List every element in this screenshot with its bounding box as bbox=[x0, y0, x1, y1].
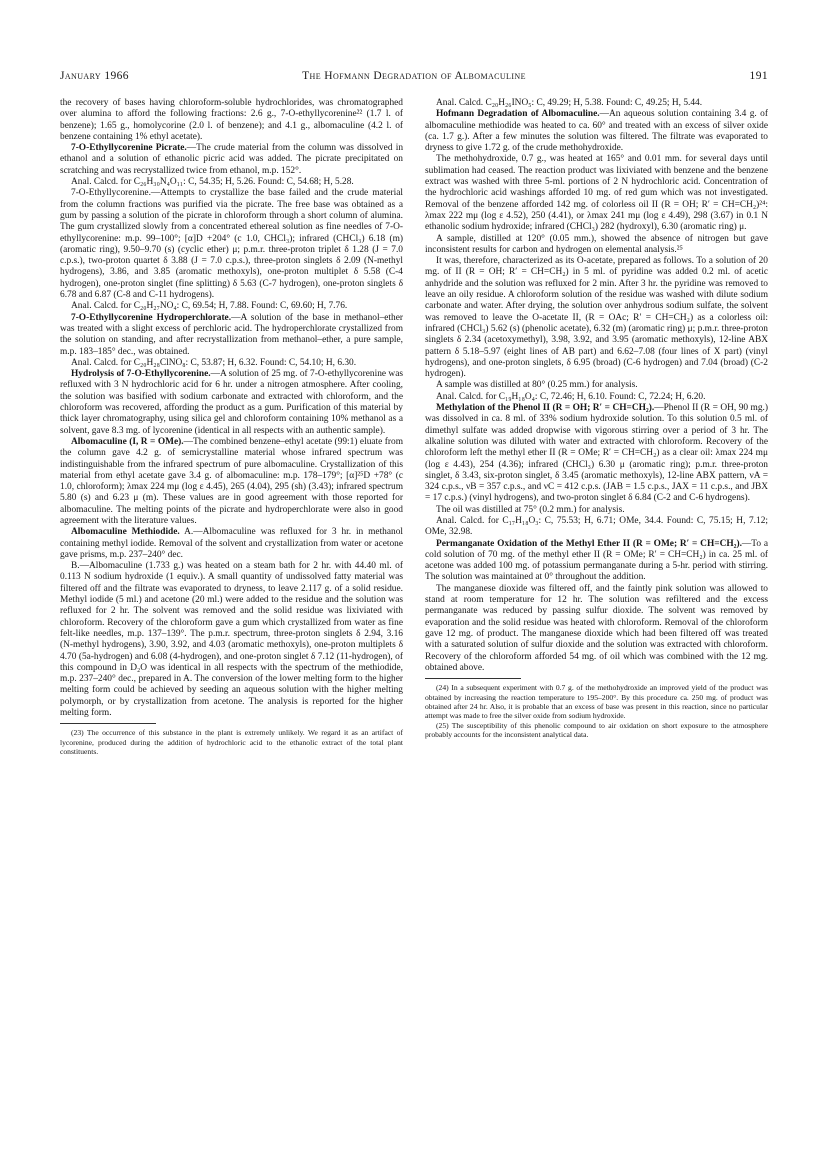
paragraph-text: B.—Albomaculine (1.733 g.) was heated on a steam bath for 2 hr. with 44.40 ml. of 0.113 N sodium hydroxide (1 equiv.). A small quantity of undissolved fatty material was filtered off and the filtrate was evaporated to dryness, to leave 2.117 g. of a solid residue. Methyl iodide (5 ml.) and acetone (20 ml.) were added to the residue and the solution was refluxed for 2 hr. The solvent was removed and the solid residue was lixiviated with chloroform. Recovery of the chloroform gave a gum which crystallized from water as fine felt-like needles, m.p. 137–139°. The p.m.r. spectrum, three-proton singlets δ 2.94, 3.16 (N-methyl hydrogens), 3.90, 3.92, and 4.03 (aromatic methoxyls), one-proton multiplets δ 4.70 (5a-hydrogen) and 6.08 (4-hydrogen), and one-proton singlet δ 7.12 (11-hydrogen), of this compound in D₂O was identical in all respects with the spectrum of the methiodide, m.p. 237–240° dec., prepared in A. The conversion of the lower melting form to the higher melting form could be achieved by seeding an aqueous solution with the higher melting polymorph, or by crystallization from acetone. The analysis is reported for the higher melting form. bbox=[60, 561, 403, 719]
paragraph-text: The oil was distilled at 75° (0.2 mm.) for analysis. bbox=[436, 504, 625, 515]
paragraph bbox=[425, 234, 768, 257]
section-heading: Methylation of the Phenol II (R = OH; R′ = CH=CH₂). bbox=[436, 403, 655, 414]
paragraph-text: —A solution of 25 mg. of 7-O-ethyllycorenine was refluxed with 3 N hydrochloric acid for 6 hr. under a nitrogen atmosphere. After cooling, the solution was basified with sodium carbonate and extracted with chloroform, and the chloroform was recovered, affording the product as a gum. Purification of this material by thick layer chromatography, using silica gel and chloroform containing 10% methanol as a solvent, gave 8.3 mg. of lycorenine (identical in all respects with an authentic sample). bbox=[60, 369, 404, 436]
paragraph bbox=[425, 256, 768, 380]
paragraph-text: A.—Albomaculine was refluxed for 3 hr. in methanol containing methyl iodide. Removal of the solvent and crystallization from water or acetone gave prisms, m.p. 237–240° dec. bbox=[60, 527, 403, 560]
paragraph-text: A sample was distilled at 80° (0.25 mm.) for analysis. bbox=[436, 380, 638, 391]
section-heading: 7-O-Ethyllycorenine Hydroperchlorate. bbox=[71, 312, 232, 323]
paragraph-text: —A solution of the base in methanol–ether was treated with a slight excess of perchloric acid. The hydroperchlorate crystallized from the solution on standing, and after recrystallization from methanol–ether, a pure sample, m.p. 183–185° dec., was obtained. bbox=[60, 312, 403, 357]
left-column bbox=[60, 98, 403, 757]
paragraph bbox=[425, 392, 768, 403]
paragraph-text: Anal. Calcd. for C₁₉H₁₈O₄: C, 72.46; H, 6.10. Found: C, 72.24; H, 6.20. bbox=[436, 391, 706, 402]
paragraph-text: —Phenol II (R = OH, 90 mg.) was dissolved in ca. 8 ml. of 33% sodium hydroxide solution. To this solution 0.5 ml. of dimethyl sulfate was added dropwise with vigorous stirring over a period of 3 hr. The alkaline solution was diluted with water and extracted with chloroform. Recovery of the chloroform left the methyl ether II (R = OMe; R′ = CH=CH₂) as a clear oil: λmax 224 mμ (log ε 4.43), 254 (4.36); infrared (CHCl₃) 6.30 μ (aromatic ring); p.m.r. three-proton singlet, δ 3.43, six-proton singlet, δ 3.45 (aromatic methoxyls), 12-line ABX pattern, νA = 324 c.p.s., νB = 357 c.p.s., and νC = 412 c.p.s. (JAB = 1.5 c.p.s., JAX = 11 c.p.s., and JBX = 17 c.p.s.) (vinyl hydrogens), and two-proton singlet δ 6.84 (C-2 and C-6 hydrogens). bbox=[425, 403, 768, 504]
paragraph bbox=[60, 301, 403, 312]
footnote-text: (25) The susceptibility of this phenolic compound to air oxidation on short exposure to the atmosphere probably accounts for the inconsistent analytical data. bbox=[425, 720, 768, 740]
paragraph-text: —The crude material from the column was dissolved in ethanol and a solution of ethanolic picric acid was added. The picrate precipitated on scratching and was recrystallized twice from ethanol, m.p. 152°. bbox=[60, 143, 404, 176]
paragraph bbox=[425, 516, 768, 539]
paragraph bbox=[425, 505, 768, 516]
paragraph bbox=[60, 177, 403, 188]
paragraph bbox=[60, 98, 403, 143]
right-column bbox=[425, 98, 768, 740]
footnote-rule bbox=[60, 723, 156, 724]
section-heading: Albomaculine Methiodide. bbox=[71, 527, 180, 538]
paragraph bbox=[425, 403, 768, 505]
paragraph bbox=[425, 154, 768, 233]
section-heading: Hofmann Degradation of Albomaculine. bbox=[436, 109, 600, 120]
paragraph bbox=[60, 561, 403, 719]
paragraph-text: 7-O-Ethyllycorenine.—Attempts to crystallize the base failed and the crude material from the column fractions was purified via the picrate. The free base was obtained as a gum by passing a solution of the picrate in chloroform through a short column of alumina. The gum crystallized slowly from a concentrated ethereal solution as fine needles of 7-O-ethyllycorenine: m.p. 99–100°; [α]D +204° (c 1.0, CHCl₃); infrared (CHCl₃) 6.18 (m) (aromatic ring), 9.50–9.70 (s) (cyclic ether) μ; p.m.r. three-proton triplet δ 1.28 (J = 7.0 c.p.s.), two-proton quartet δ 3.88 (J = 7.0 c.p.s.), three-proton singlets δ 2.09 (N-methyl hydrogens), 3.86, and 3.85 (aromatic methoxyls), one-proton multiplet δ 5.58 (C-4 hydrogen), one-proton singlet (fine splitting) δ 5.63 (C-7 hydrogen), one-proton singlets δ 6.78 and 6.87 (C-8 and C-11 hydrogens). bbox=[60, 188, 403, 301]
paragraph-text: It was, therefore, characterized as its O-acetate, prepared as follows. To a solution of 20 mg. of II (R = OH; R′ = CH=CH₂) in 5 ml. of pyridine was added 0.2 ml. of acetic anhydride and the solution was refluxed for 2 min. After 3 hr. the pyridine was removed to leave an oily residue. A chloroform solution of the residue was washed with dilute sodium carbonate and water. After drying, the solution over anhydrous sodium sulfate, the solvent was removed to leave the O-acetate II, (R = OAc; R′ = CH=CH₂) as a colorless oil: infrared (CHCl₃) 5.62 (s) (phenolic acetate), 6.32 (m) (aromatic ring) μ; p.m.r. three-proton singlets δ 2.34 (acetoxymethyl), 3.98, 3.92, and 3.95 (aromatic methoxyls), 12-line ABX pattern δ 5.18–5.97 (eight lines of AB part) and 6.62–7.08 (four lines of X part) (vinyl hydrogens), and one-proton singlets, δ 6.95 (broad) (C-6 hydrogen) and 7.04 (broad) (C-2 hydrogen). bbox=[425, 256, 768, 380]
paragraph bbox=[60, 437, 403, 527]
paragraph-text: Anal. Calcd. for C₂₀H₂₈ClNO₈: C, 53.87; H, 6.32. Found: C, 54.10; H, 6.30. bbox=[71, 357, 357, 368]
paragraph-text: The methohydroxide, 0.7 g., was heated at 165° and 0.01 mm. for several days until sublimation had ceased. The reaction product was lixiviated with benzene and the benzene extract was washed with three 5-ml. portions of 2 N hydrochloric acid. Concentration of the hydrochloric acid washings afforded 10 mg. of red gum which was not investigated. Removal of the benzene afforded 142 mg. of colorless oil II (R = OH; R′ = CH=CH₂)²⁴: λmax 222 mμ (log ε 4.52), 250 (4.41), or λmax 241 mμ (log ε 4.49), 298 (3.67) in 0.1 N ethanolic sodium hydroxide; infrared (CHCl₃) 282 (hydroxyl), 6.30 (aromatic ring) μ. bbox=[425, 154, 768, 233]
running-header bbox=[60, 70, 768, 86]
paragraph bbox=[60, 369, 403, 437]
paragraph-text: —To a cold solution of 70 mg. of the methyl ether II (R = OMe; R′ = CH=CH₂) in ca. 25 ml. of acetone was added 100 mg. of potassium permanganate during a 5-hr. period with stirring. The solution was maintained at 0° throughout the addition. bbox=[425, 538, 768, 583]
footnote-text: (24) In a subsequent experiment with 0.7 g. of the methohydroxide an improved yield of the product was obtained by increasing the reaction temperature to 195–200°. By this procedure ca. 250 mg. of product was obtained after 24 hr. Also, it is probable that an excess of base was present in this reaction, since no particular attempt was made to free the silver oxide from sodium hydroxide. bbox=[425, 683, 768, 721]
paragraph bbox=[425, 109, 768, 154]
footnote bbox=[425, 721, 768, 740]
footnote bbox=[60, 728, 403, 756]
section-heading: Albomaculine (I, R = OMe). bbox=[71, 436, 184, 447]
page-number: 191 bbox=[749, 70, 768, 82]
paragraph bbox=[425, 539, 768, 584]
paragraph bbox=[60, 143, 403, 177]
paragraph-text: A sample, distilled at 120° (0.05 mm.), showed the absence of nitrogen but gave inconsistent results for carbon and hydrogen on elemental analysis.²⁵ bbox=[425, 233, 768, 255]
paragraph bbox=[60, 313, 403, 358]
paragraph-text: Anal. Calcd. for C₂₆H₃₀N₄O₁₁: C, 54.35; H, 5.26. Found: C, 54.68; H, 5.28. bbox=[71, 177, 354, 188]
paragraph bbox=[425, 98, 768, 109]
footnote-rule bbox=[425, 678, 521, 679]
paragraph bbox=[425, 584, 768, 674]
paragraph bbox=[60, 188, 403, 301]
header-title: The Hofmann Degradation of Albomaculine bbox=[302, 70, 526, 82]
section-heading: 7-O-Ethyllycorenine Picrate. bbox=[71, 143, 187, 154]
paragraph-text: Anal. Calcd. for C₁₇H₁₈O₃: C, 75.53; H, 6.71; OMe, 34.4. Found: C, 75.15; H, 7.12; OMe, 32.98. bbox=[425, 515, 768, 538]
paragraph-text: The manganese dioxide was filtered off, and the faintly pink solution was allowed to stand at room temperature for 12 hr. The solution was refiltered and the excess permanganate was reduced by passing sulfur dioxide. The solvent was removed by evaporation and the solid residue was heated with chloroform. Removal of the chloroform gave 12 mg. of product. The manganese dioxide which had been filtered off was treated with a saturated solution of sulfur dioxide and the solution was extracted with chloroform. Recovery of the chloroform afforded 54 mg. of oil which was combined with the 12 mg. obtained above. bbox=[425, 583, 768, 673]
paragraph-text: —The combined benzene–ethyl acetate (99:1) eluate from the column gave 4.2 g. of semicrystalline material whose infrared spectrum was indistinguishable from the infrared spectrum of pure albomaculine. Crystallization of this material from ethyl acetate gave 3.4 g. of albomaculine: m.p. 178–179°; [α]²⁵D +78° (c 1.0, chloroform); λmax 224 mμ (log ε 4.45), 265 (4.04), 295 (sh) (3.43); infrared spectrum 5.80 (s) and 6.23 μ (m). These values are in good agreement with those reported for albomaculine. The melting points of the picrate and hydroperchlorate were also in good agreement with the literature values. bbox=[60, 436, 404, 526]
paragraph bbox=[60, 527, 403, 561]
paragraph-text: the recovery of bases having chloroform-soluble hydrochlorides, was chromatographed over alumina to afford the following fractions: 2.6 g., 7-O-ethyllycorenine²² (1.7 l. of benzene); 1.65 g., homolycorine (2.0 l. of benzene); and 4.1 g., albomaculine (4.2 l. of benzene containing 1% ethyl acetate). bbox=[60, 98, 403, 142]
paragraph-text: Anal. Calcd. for C₂₀H₂₇NO₄: C, 69.54; H, 7.88. Found: C, 69.60; H, 7.76. bbox=[71, 301, 348, 312]
paragraph bbox=[425, 380, 768, 391]
footnote bbox=[425, 683, 768, 721]
paragraph-text: —An aqueous solution containing 3.4 g. of albomaculine methiodide was heated to ca. 60° and treated with an excess of silver oxide (ca. 1.7 g.). After a few minutes the solution was filtered. The filtrate was evaporated to dryness to give 1.72 g. of the crude methohydroxide. bbox=[425, 109, 768, 154]
section-heading: Hydrolysis of 7-O-Ethyllycorenine. bbox=[71, 369, 211, 380]
paragraph-text: Anal. Calcd. C₂₀H₂₆INO₅: C, 49.29; H, 5.38. Found: C, 49.25; H, 5.44. bbox=[436, 98, 703, 108]
paragraph bbox=[60, 358, 403, 369]
footnote-text: (23) The occurrence of this substance in the plant is extremely unlikely. We regard it as an artifact of lycorenine, produced during the addition of hydrochloric acid to the ethanolic extract of the total plant constituents. bbox=[60, 728, 403, 757]
header-date: January 1966 bbox=[60, 70, 129, 82]
section-heading: Permanganate Oxidation of the Methyl Ether II (R = OMe; R′ = CH=CH₂). bbox=[436, 538, 742, 549]
